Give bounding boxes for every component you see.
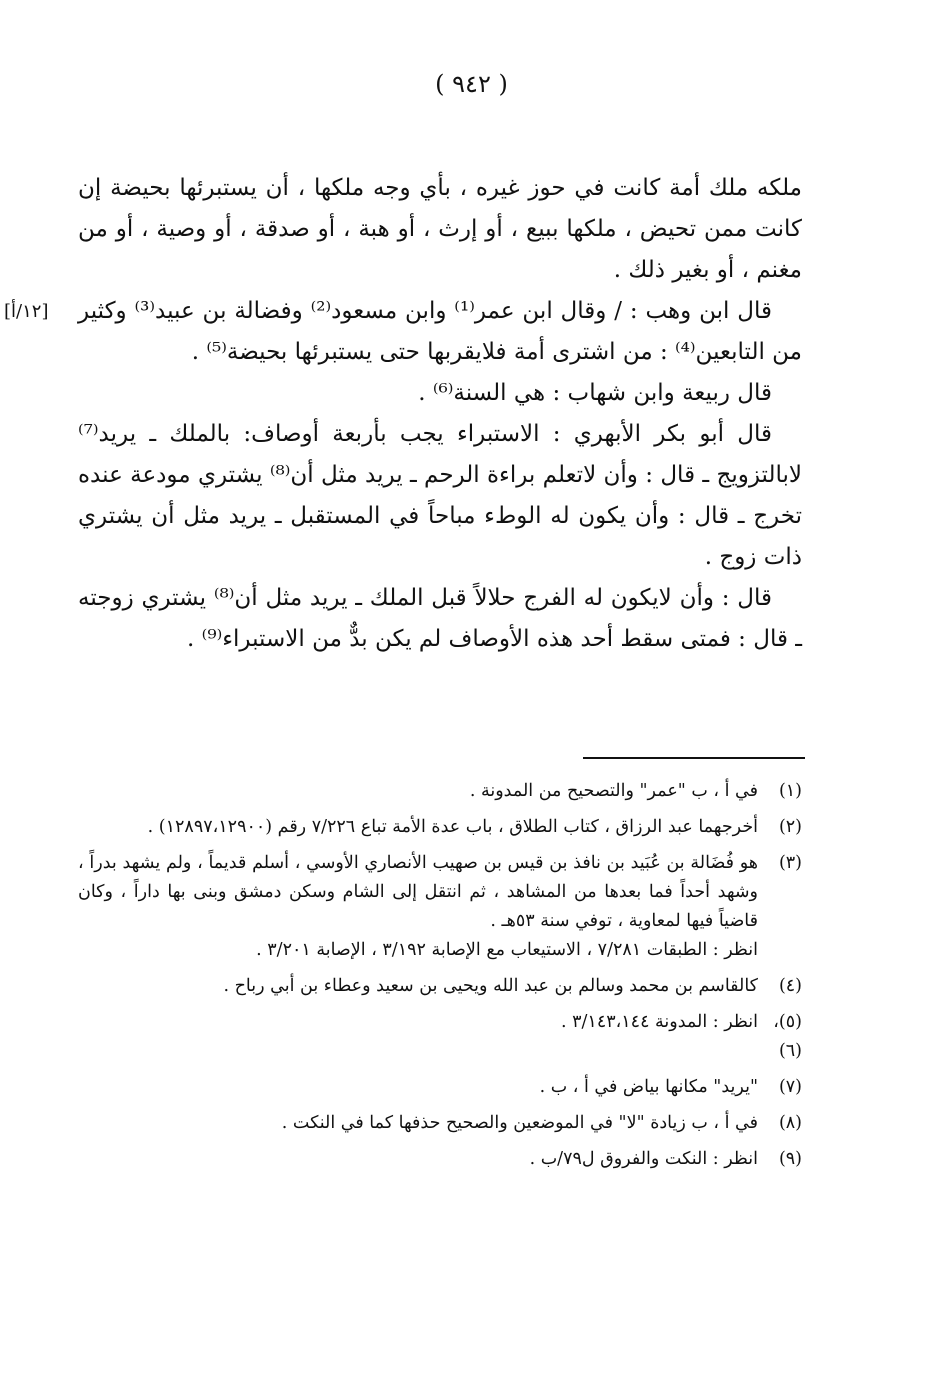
footnote-number: (٣) (778, 853, 802, 873)
footnote-line: هو فُضَالة بن عُبَيد بن نافذ بن قيس بن صهيب الأنصاري الأوسي ، أسلم قديماً ، ولم يشهد بدراً ، وشهد أحداً فما بعدها من المشاهد ، ثم انتقل إلى الشام وسكن دمشق وبنى بها داراً ، وكان قاضياً فيها لمعاوية ، توفي سنة ٥٣هـ . (78, 853, 758, 931)
footnote-line: في أ ، ب زيادة "لا" في الموضعين والصحيح حذفها كما في النكت . (281, 1113, 758, 1133)
footnote-number: (٩) (778, 1149, 802, 1169)
footnote-text (78, 972, 758, 1001)
page-number: ( ٩٤٢ ) (435, 70, 508, 98)
footnote-text (78, 1145, 758, 1174)
paragraph: قال ابن وهب : / وقال ابن عمر⁽¹⁾ وابن مسعود⁽²⁾ وفضالة بن عبيد⁽³⁾ وكثير من التابعين⁽⁴⁾ : من اشترى أمة فلايقربها حتى يستبرئها بحيضة⁽⁵⁾ . (78, 298, 802, 365)
footnote-text (78, 1073, 758, 1102)
footnote (78, 777, 802, 806)
footnote-number: (٨) (778, 1113, 802, 1133)
footnote (78, 1073, 802, 1102)
footnote (78, 1008, 802, 1066)
footnote (78, 1145, 802, 1174)
footnote-line: أخرجهما عبد الرزاق ، كتاب الطلاق ، باب عدة الأمة تباع ٧/٢٢٦ رقم (١٢٨٩٧،١٢٩٠٠) . (147, 817, 758, 837)
footnote-line: في أ ، ب "عمر" والتصحيح من المدونة . (469, 781, 758, 801)
footnote-number: (٢) (778, 817, 802, 837)
footnote-number: (٥)،(٦) (773, 1012, 802, 1061)
paragraph: قال أبو بكر الأبهري : الاستبراء يجب بأربعة أوصاف: بالملك ـ يريد⁽⁷⁾ لابالتزويج ـ قال : وأن لاتعلم براءة الرحم ـ يريد مثل أن⁽⁸⁾ يشتري مودعة عنده تخرج ـ قال : وأن يكون له الوطء مباحاً في المستقبل ـ يريد مثل أن يشتري ذات زوج . (78, 421, 802, 570)
footnote (78, 972, 802, 1001)
main-text (78, 168, 802, 660)
footnote-text (78, 813, 758, 842)
manuscript-folio-marker: [١٢/أ] (4, 301, 49, 322)
footnote-line: انظر : النكت والفروق ل٧٩/ب . (529, 1149, 758, 1169)
footnote (78, 849, 802, 965)
paragraph: قال : وأن لايكون له الفرج حلالاً قبل الملك ـ يريد مثل أن⁽⁸⁾ يشتري زوجته ـ قال : فمتى سقط أحد هذه الأوصاف لم يكن بدٌّ من الاستبراء⁽⁹⁾ . (78, 585, 802, 652)
footnote-text (78, 1008, 758, 1037)
footnote (78, 1109, 802, 1138)
footnote-number: (١) (778, 781, 802, 801)
footnote (78, 813, 802, 842)
footnote-text (78, 777, 758, 806)
footnote-line: كالقاسم بن محمد وسالم بن عبد الله ويحيى بن سعيد وعطاء بن أبي رباح . (223, 976, 758, 996)
paragraph: ملكه ملك أمة كانت في حوز غيره ، بأي وجه ملكها ، أن يستبرئها بحيضة إن كانت ممن تحيض ، ملكها ببيع ، أو إرث ، أو هبة ، أو صدقة ، أو وصية ، أو من مغنم ، أو بغير ذلك . (78, 175, 802, 283)
footnote-line: انظر : الطبقات ٧/٢٨١ ، الاستيعاب مع الإصابة ٣/١٩٢ ، الإصابة ٣/٢٠١ . (256, 940, 758, 960)
footnote-text (78, 849, 758, 965)
footnote-line: "يريد" مكانها بياض في أ ، ب . (539, 1077, 758, 1097)
footnotes (78, 777, 802, 1181)
footnote-line: انظر : المدونة ٣/١٤٣،١٤٤ . (560, 1012, 758, 1032)
paragraph: قال ربيعة وابن شهاب : هي السنة⁽⁶⁾ . (418, 380, 772, 406)
footnote-text (78, 1109, 758, 1138)
footnote-number: (٧) (778, 1077, 802, 1097)
footnote-separator (583, 757, 805, 759)
footnote-number: (٤) (778, 976, 802, 996)
